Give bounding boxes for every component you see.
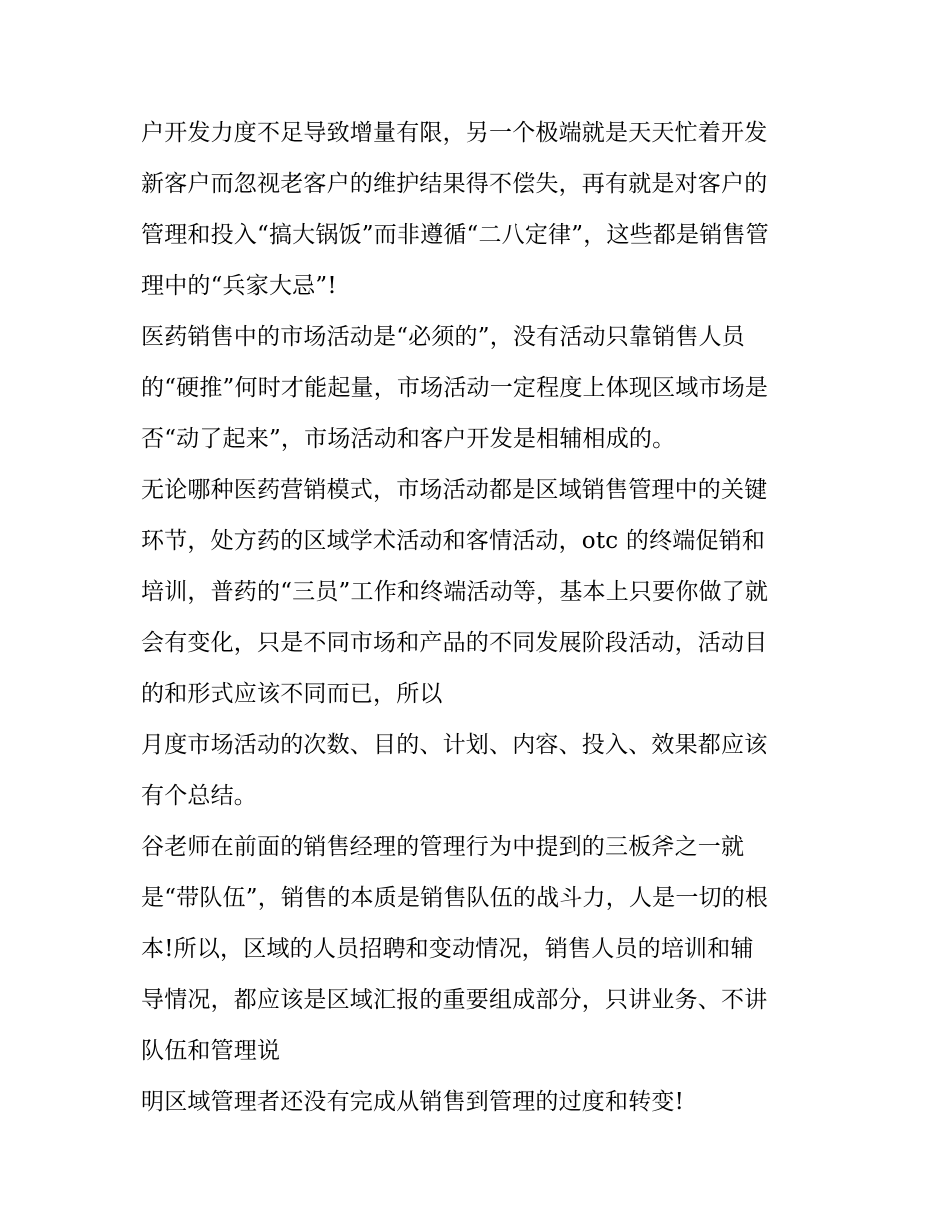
text-line: 环节，处方药的区域学术活动和客情活动，otc 的终端促销和 xyxy=(141,528,766,554)
text-line: 无论哪种医药营销模式，市场活动都是区域销售管理中的关键 xyxy=(141,477,768,503)
text-line: 医药销售中的市场活动是“必须的”，没有活动只靠销售人员 xyxy=(141,324,745,350)
text-line: 谷老师在前面的销售经理的管理行为中提到的三板斧之一就 xyxy=(141,834,745,860)
text-line: 的和形式应该不同而已，所以 xyxy=(141,681,443,707)
text-line: 队伍和管理说 xyxy=(141,1038,281,1064)
text-line: 否“动了起来”，市场活动和客户开发是相辅相成的。 xyxy=(141,426,676,452)
text-line: 户开发力度不足导致增量有限，另一个极端就是天天忙着开发 xyxy=(141,120,768,146)
text-line: 月度市场活动的次数、目的、计划、内容、投入、效果都应该 xyxy=(141,732,768,758)
text-line: 有个总结。 xyxy=(141,783,257,809)
text-line: 明区域管理者还没有完成从销售到管理的过度和转变! xyxy=(141,1089,685,1115)
text-line: 新客户而忽视老客户的维护结果得不偿失，再有就是对客户的 xyxy=(141,171,768,197)
text-line: 是“带队伍”，销售的本质是销售队伍的战斗力，人是一切的根 xyxy=(141,885,769,911)
text-line: 的“硬推”何时才能起量，市场活动一定程度上体现区域市场是 xyxy=(141,375,769,401)
body-text xyxy=(141,108,831,1128)
text-line: 培训，普药的“三员”工作和终端活动等，基本上只要你做了就 xyxy=(141,579,769,605)
text-line: 理中的“兵家大忌”! xyxy=(141,273,337,299)
text-line: 会有变化，只是不同市场和产品的不同发展阶段活动，活动目 xyxy=(141,630,768,656)
text-line: 导情况，都应该是区域汇报的重要组成部分，只讲业务、不讲 xyxy=(141,987,768,1013)
text-line: 管理和投入“搞大锅饭”而非遵循“二八定律”，这些都是销售管 xyxy=(141,222,769,248)
text-line: 本!所以，区域的人员招聘和变动情况，销售人员的培训和辅 xyxy=(141,936,754,962)
